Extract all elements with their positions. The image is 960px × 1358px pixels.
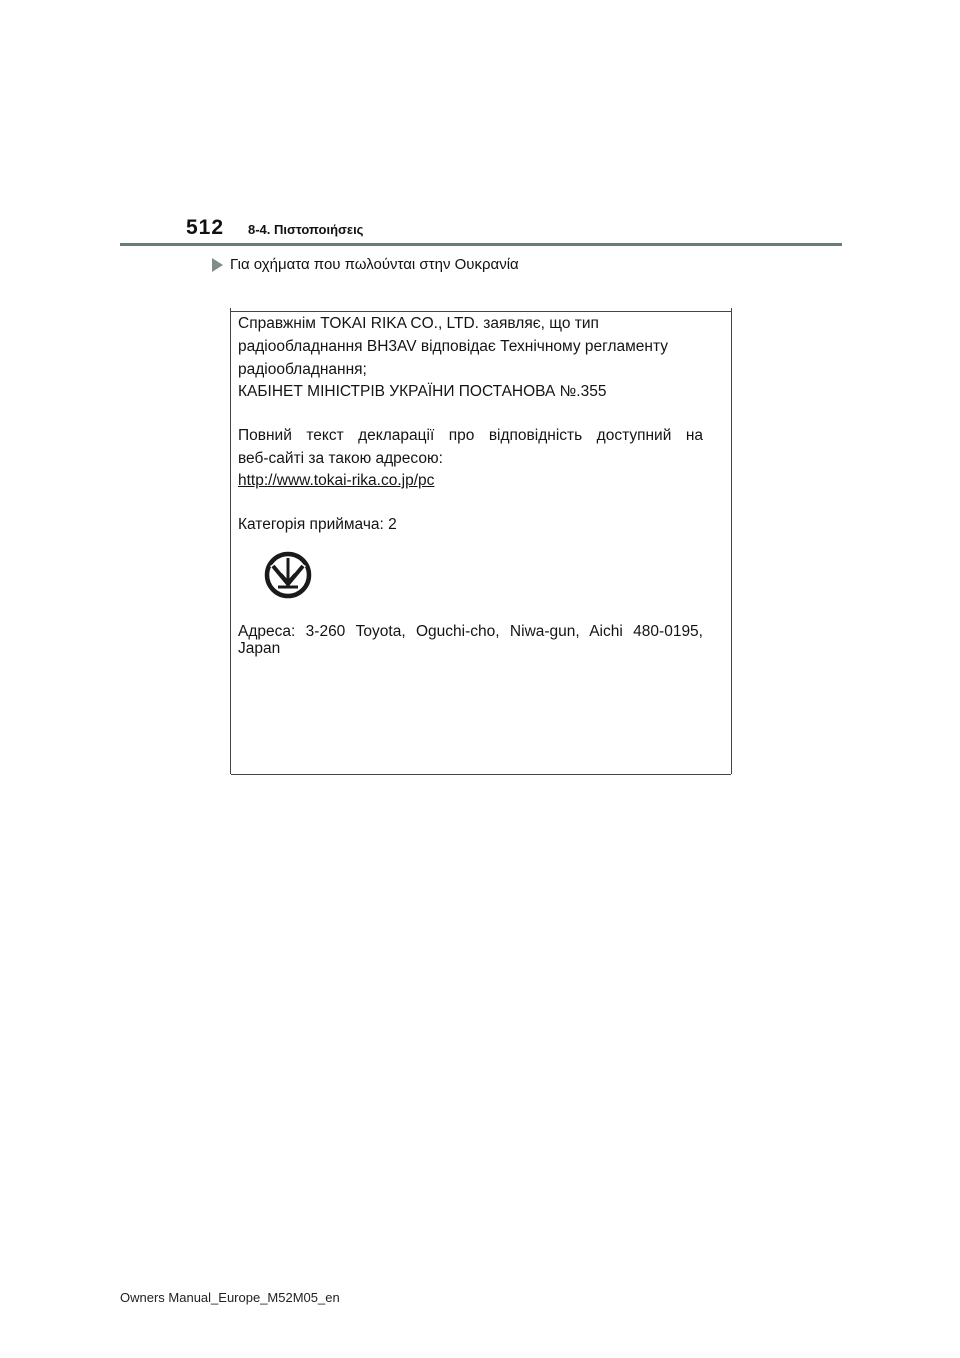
certificate-resolution: КАБІНЕТ МІНІСТРІВ УКРАЇНИ ПОСТАНОВА №.355 xyxy=(238,383,607,400)
receiver-category: Категорія приймача: 2 xyxy=(238,516,397,533)
manufacturer-country: Japan xyxy=(238,640,281,657)
certificate-fulltext-line-1: Повний текст декларації про відповідність доступний на xyxy=(238,427,703,444)
page-number: 512 xyxy=(186,216,225,239)
certificate-declaration-line-1: Справжнім TOKAI RIKA CO., LTD. заявляє, що тип xyxy=(238,315,599,332)
intro-text: Για οχήματα που πωλούνται στην Ουκρανία xyxy=(230,256,519,273)
certificate-declaration-line-3: радіообладнання; xyxy=(238,361,367,378)
ukraine-conformity-mark-icon xyxy=(261,549,315,601)
intro-line xyxy=(212,256,519,273)
section-title: 8-4. Πιστοποιήσεις xyxy=(248,222,364,237)
certificate-fulltext-line-2: веб-сайті за такою адресою: xyxy=(238,450,443,467)
footer-manual-id: Owners Manual_Europe_M52M05_en xyxy=(120,1290,340,1305)
triangle-bullet-icon xyxy=(212,258,223,272)
certificate-url-link[interactable]: http://www.tokai-rika.co.jp/pc xyxy=(238,472,435,489)
certificate-declaration-line-2: радіообладнання BH3AV відповідає Технічному регламенту xyxy=(238,338,668,355)
manufacturer-address: Адреса: 3-260 Toyota, Oguchi-cho, Niwa-gun, Aichi 480-0195, xyxy=(238,623,703,640)
header-rule xyxy=(120,243,842,246)
